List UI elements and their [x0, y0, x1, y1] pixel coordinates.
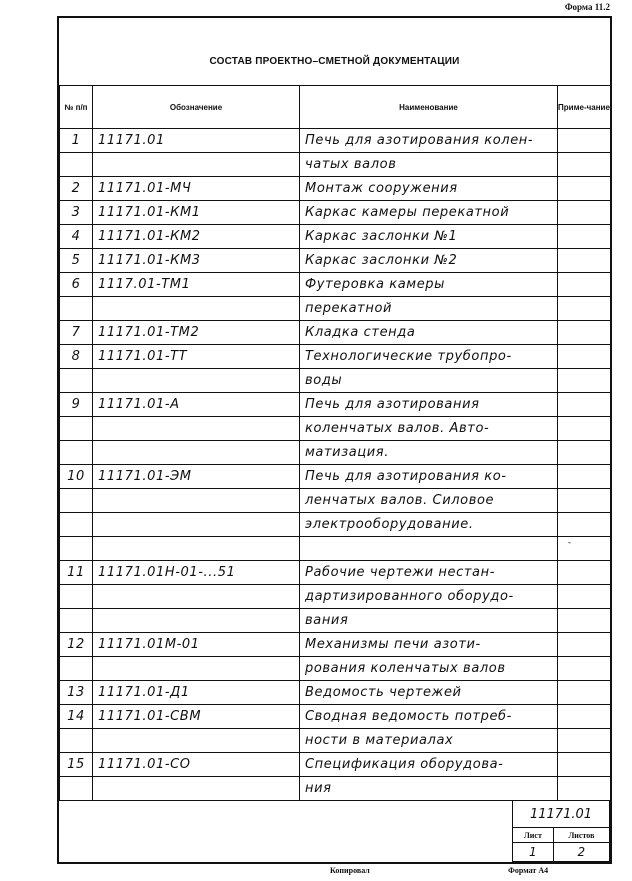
table-row [60, 369, 611, 393]
table-row [60, 297, 611, 321]
row-designation [93, 369, 300, 393]
row-note [558, 465, 611, 489]
table-row [60, 177, 611, 201]
row-name: матизация. [300, 441, 558, 465]
table-row [60, 393, 611, 417]
row-name: рования коленчатых валов [300, 657, 558, 681]
sheets-value: 2 [553, 843, 609, 862]
row-number: 11 [60, 561, 93, 585]
row-designation [93, 585, 300, 609]
table-row [60, 633, 611, 657]
row-note [558, 177, 611, 201]
table-row [60, 585, 611, 609]
table-row [60, 609, 611, 633]
table-row [60, 777, 611, 801]
row-designation: 11171.01-МЧ [93, 177, 300, 201]
row-number: 2 [60, 177, 93, 201]
table-row [60, 489, 611, 513]
row-number: 4 [60, 225, 93, 249]
row-designation [93, 537, 300, 561]
row-number [60, 297, 93, 321]
table-row [60, 705, 611, 729]
table-header-row [60, 86, 611, 129]
table-row [60, 753, 611, 777]
row-designation: 11171.01Н-01-...51 [93, 561, 300, 585]
table-body [60, 129, 611, 801]
row-name: Рабочие чертежи нестан- [300, 561, 558, 585]
document-title: СОСТАВ ПРОЕКТНО–СМЕТНОЙ ДОКУМЕНТАЦИИ [209, 56, 460, 67]
table-row [60, 537, 611, 561]
row-number: 6 [60, 273, 93, 297]
row-name: Спецификация оборудова- [300, 753, 558, 777]
row-note [558, 537, 611, 561]
row-name: Ведомость чертежей [300, 681, 558, 705]
row-number: 10 [60, 465, 93, 489]
row-name: дартизированного оборудо- [300, 585, 558, 609]
row-number [60, 369, 93, 393]
table-row [60, 345, 611, 369]
row-designation: 11171.01М-01 [93, 633, 300, 657]
row-note [558, 249, 611, 273]
row-note [558, 297, 611, 321]
row-number [60, 417, 93, 441]
row-name: Каркас камеры перекатной [300, 201, 558, 225]
row-designation: 11171.01-ЭМ [93, 465, 300, 489]
row-name: ния [300, 777, 558, 801]
row-designation [93, 513, 300, 537]
row-name [300, 537, 558, 561]
row-designation [93, 297, 300, 321]
sheets-label: Листов [553, 828, 609, 843]
row-note [558, 585, 611, 609]
row-number [60, 513, 93, 537]
row-designation [93, 441, 300, 465]
row-designation: 11171.01 [93, 129, 300, 153]
row-note [558, 417, 611, 441]
footer-copied: Копировал [330, 866, 370, 875]
row-number: 5 [60, 249, 93, 273]
row-name: Футеровка камеры [300, 273, 558, 297]
row-note [558, 273, 611, 297]
row-number [60, 585, 93, 609]
form-label: Форма 11.2 [564, 2, 610, 12]
row-number: 9 [60, 393, 93, 417]
row-designation: 11171.01-ТТ [93, 345, 300, 369]
row-note [558, 657, 611, 681]
table-row [60, 225, 611, 249]
table-row [60, 441, 611, 465]
table-row [60, 417, 611, 441]
table-row [60, 153, 611, 177]
row-number [60, 609, 93, 633]
row-name: Каркас заслонки №1 [300, 225, 558, 249]
row-note [558, 129, 611, 153]
footer-format: Формат А4 [508, 866, 549, 875]
row-name: Печь для азотирования колен- [300, 129, 558, 153]
table-row [60, 321, 611, 345]
title-block-code: 11171.01 [513, 801, 610, 828]
row-name: ленчатых валов. Силовое [300, 489, 558, 513]
row-number: 3 [60, 201, 93, 225]
row-note [558, 321, 611, 345]
row-number [60, 729, 93, 753]
row-designation: 11171.01-А [93, 393, 300, 417]
row-number: 15 [60, 753, 93, 777]
row-note [558, 225, 611, 249]
row-name: Механизмы печи азоти- [300, 633, 558, 657]
row-designation: 11171.01-СО [93, 753, 300, 777]
row-name: перекатной [300, 297, 558, 321]
row-note [558, 753, 611, 777]
sheet-label: Лист [513, 828, 554, 843]
row-note [558, 561, 611, 585]
row-note [558, 705, 611, 729]
row-name: воды [300, 369, 558, 393]
row-note [558, 777, 611, 801]
row-name: электрооборудование. [300, 513, 558, 537]
row-name: ности в материалах [300, 729, 558, 753]
row-designation: 1117.01-ТМ1 [93, 273, 300, 297]
column-header-num: № п/п [60, 86, 93, 129]
row-note [558, 609, 611, 633]
table-row [60, 465, 611, 489]
row-note [558, 489, 611, 513]
row-number [60, 153, 93, 177]
row-designation [93, 657, 300, 681]
table-row [60, 681, 611, 705]
document-frame [57, 16, 612, 864]
row-number [60, 657, 93, 681]
row-note [558, 345, 611, 369]
row-name: Сводная ведомость потреб- [300, 705, 558, 729]
row-name: коленчатых валов. Авто- [300, 417, 558, 441]
table-row [60, 513, 611, 537]
row-number [60, 537, 93, 561]
row-name: Технологические трубопро- [300, 345, 558, 369]
sheet-value: 1 [513, 843, 554, 862]
row-number: 1 [60, 129, 93, 153]
row-note [558, 369, 611, 393]
row-designation [93, 489, 300, 513]
row-note [558, 393, 611, 417]
table-row [60, 129, 611, 153]
row-designation: 11171.01-СВМ [93, 705, 300, 729]
row-name: Печь для азотирования ко- [300, 465, 558, 489]
row-designation [93, 729, 300, 753]
row-number [60, 489, 93, 513]
row-designation: 11171.01-КМ3 [93, 249, 300, 273]
column-header-designation: Обозначение [93, 86, 300, 129]
row-number: 12 [60, 633, 93, 657]
row-number [60, 777, 93, 801]
row-name: Печь для азотирования [300, 393, 558, 417]
table-row [60, 249, 611, 273]
row-designation [93, 777, 300, 801]
table-row [60, 561, 611, 585]
column-header-name: Наименование [300, 86, 558, 129]
row-designation: 11171.01-КМ1 [93, 201, 300, 225]
row-name: чатых валов [300, 153, 558, 177]
table-row [60, 657, 611, 681]
row-note [558, 201, 611, 225]
column-header-note: Приме-чание [558, 86, 611, 129]
row-designation [93, 153, 300, 177]
row-note [558, 513, 611, 537]
row-name: Каркас заслонки №2 [300, 249, 558, 273]
margin-dash-mark: - [568, 537, 571, 547]
row-number: 14 [60, 705, 93, 729]
row-designation: 11171.01-ТМ2 [93, 321, 300, 345]
row-designation: 11171.01-КМ2 [93, 225, 300, 249]
row-number: 13 [60, 681, 93, 705]
documentation-table [59, 85, 611, 801]
row-name: Кладка стенда [300, 321, 558, 345]
row-designation [93, 417, 300, 441]
row-designation: 11171.01-Д1 [93, 681, 300, 705]
row-note [558, 441, 611, 465]
table-row [60, 273, 611, 297]
row-note [558, 633, 611, 657]
row-designation [93, 609, 300, 633]
table-row [60, 201, 611, 225]
row-name: вания [300, 609, 558, 633]
title-block [512, 800, 610, 862]
row-number [60, 441, 93, 465]
row-name: Монтаж сооружения [300, 177, 558, 201]
row-note [558, 681, 611, 705]
row-note [558, 153, 611, 177]
table-row [60, 729, 611, 753]
row-number: 8 [60, 345, 93, 369]
row-number: 7 [60, 321, 93, 345]
row-note [558, 729, 611, 753]
